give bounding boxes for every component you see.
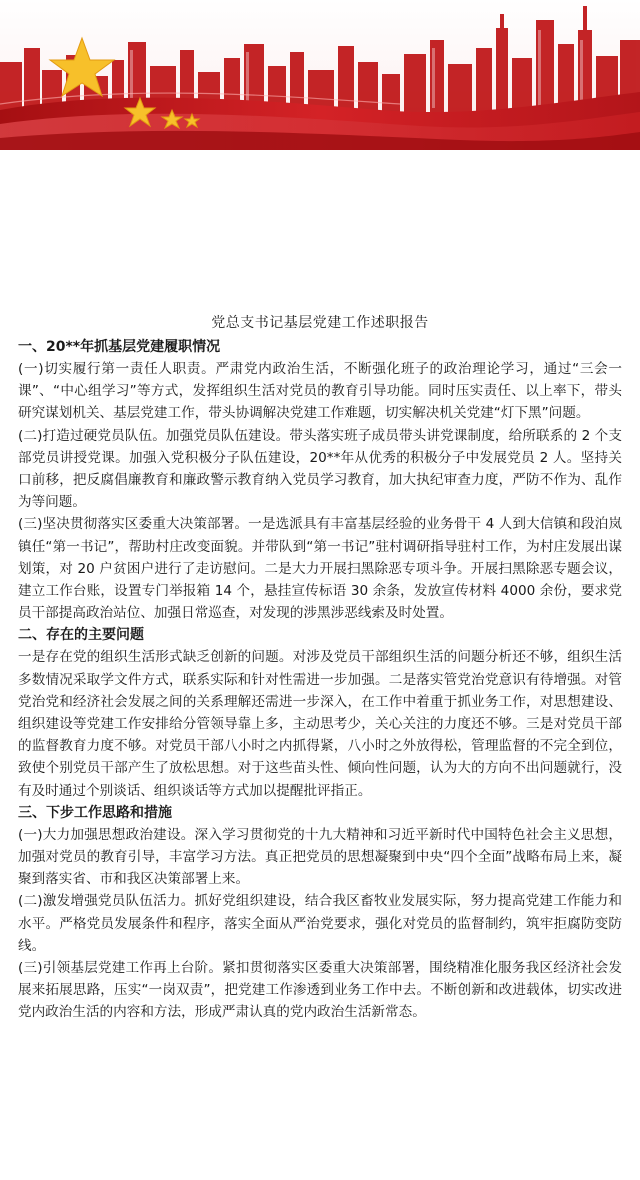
paragraph: (二)打造过硬党员队伍。加强党员队伍建设。带头落实班子成员带头讲党课制度，给所联系的 2 个支部党员讲授党课。加强入党积极分子队伍建设，20**年从优秀的积极分子中发展党员 2 人。坚持关口前移，把反腐倡廉教育和廉政警示教育纳入党员学习教育，加大执纪审查力度，严防不作为、乱作为等问题。	[18, 427, 622, 511]
section-heading: 三、下步工作思路和措施	[18, 804, 172, 821]
paragraph: 一是存在党的组织生活形式缺乏创新的问题。对涉及党员干部组织生活的问题分析还不够，组织生活多数情况采取学文件方式，联系实际和针对性需进一步加强。二是落实管党治党意识有待增强。对管党治党和经济社会发展之间的关系理解还需进一步深入，在工作中着重于抓业务工作，对思想建设、组织建设等党建工作安排给分管领导靠上多，主动思考少，关心关注的力度还不够。三是对党员干部的监督教育力度不够。对党员干部八小时之内抓得紧，八小时之外放得松，管理监督的不完全到位，致使个别党员干部产生了放松思想。对于这些苗头性、倾向性问题，认为大的方向不出问题就行，没有及时通过个别谈话、组织谈话等方式加以提醒批评指正。	[18, 649, 622, 799]
section-heading: 一、20**年抓基层党建履职情况	[18, 339, 221, 355]
paragraph: (三)引领基层党建工作再上台阶。紧扣贯彻落实区委重大决策部署，围绕精准化服务我区经济社会发展来拓展思路，压实“一岗双责”，把党建工作渗透到业务工作中去。不断创新和改进载体，切实改进党内政治生活的内容和方法，形成严肃认真的党内政治生活新常态。	[18, 960, 622, 1021]
section-3	[18, 802, 622, 1024]
paragraph: (一)切实履行第一责任人职责。严肃党内政治生活，不断强化班子的政治理论学习，通过“三会一课”、“中心组学习”等方式，发挥组织生活对党员的教育引导功能。同时压实责任、以上率下，带头研究谋划机关、基层党建工作，带头协调解决党建工作难题，切实解决机关党建“灯下黑”问题。	[18, 361, 622, 422]
report-body	[18, 312, 622, 1024]
section-2	[18, 624, 622, 801]
paragraph: (一)大力加强思想政治建设。深入学习贯彻党的十九大精神和习近平新时代中国特色社会主义思想，加强对党员的教育引导，丰富学习方法。真正把党员的思想凝聚到中央“四个全面”战略布局上来，凝聚到落实省、市和我区决策部署上来。	[18, 826, 622, 888]
section-heading: 二、存在的主要问题	[18, 627, 144, 644]
section-1	[18, 336, 622, 624]
red-city-skyline-banner	[0, 0, 640, 150]
document-title: 党总支书记基层党建工作述职报告	[211, 315, 429, 331]
paragraph: (二)激发增强党员队伍活力。抓好党组织建设，结合我区畜牧业发展实际，努力提高党建工作能力和水平。严格党员发展条件和程序，落实全面从严治党要求，强化对党员的监督制约，筑牢拒腐防变防线。	[18, 893, 622, 954]
paragraph: (三)坚决贯彻落实区委重大决策部署。一是选派具有丰富基层经验的业务骨干 4 人到大信镇和段泊岚镇任“第一书记”，帮助村庄改变面貌。并带队到“第一书记”驻村调研指导驻村工作，为村庄发展出谋划策，对 20 户贫困户进行了走访慰问。二是大力开展扫黑除恶专项斗争。开展扫黑除恶专题会议，建立工作台账，设置专门举报箱 14 个，悬挂宣传标语 30 余条，发放宣传材料 4000 余份，要求党员干部提高政治站位、加强日常巡查，对发现的涉黑涉恶线索及时处置。	[18, 516, 622, 622]
